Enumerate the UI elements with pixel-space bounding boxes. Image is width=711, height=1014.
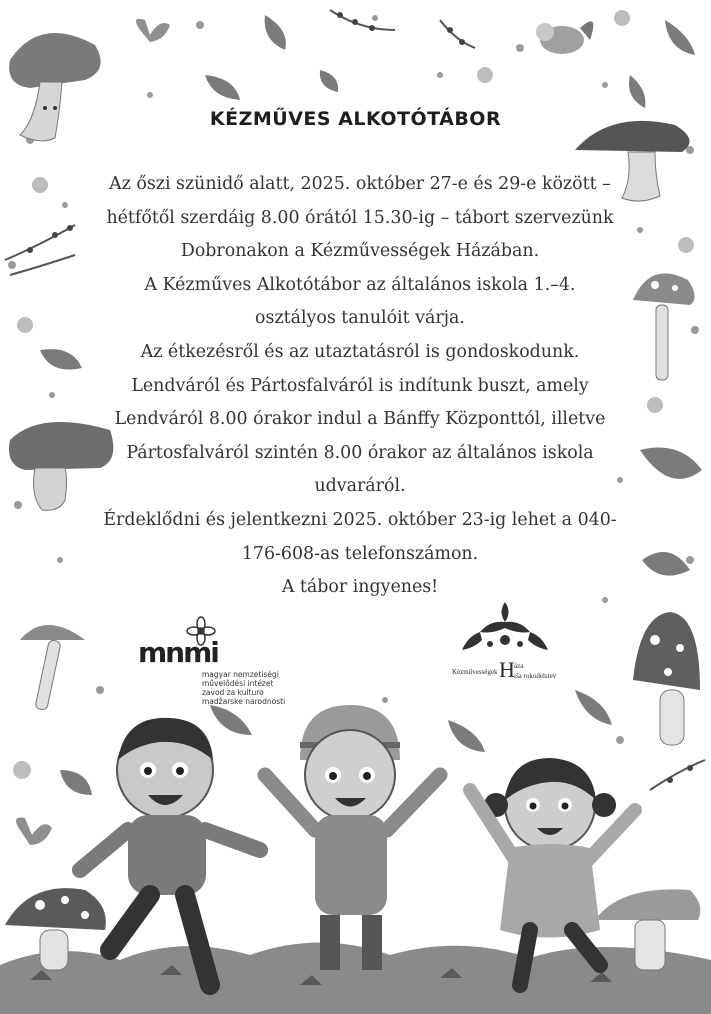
haz-logo-left-text: Kézművességek <box>452 668 498 676</box>
mnmi-subtitle-line: magyar nemzetiségi <box>202 670 279 679</box>
body-line: 176-608-as telefonszámon. <box>241 543 479 564</box>
mnmi-logo <box>138 618 298 708</box>
body-line: hétfőtől szerdáig 8.00 órától 15.30-ig – tábort szervezünk <box>106 207 614 228</box>
haz-logo-right-bottom: iša rokodelstev <box>514 672 557 680</box>
body-line: Dobronakon a Kézművességek Házában. <box>180 241 540 262</box>
body-line: osztályos tanulóit várja. <box>255 308 465 329</box>
body-line: A tábor ingyenes! <box>281 577 439 598</box>
body-line: Az őszi szünidő alatt, 2025. október 27-e és 29-e között – <box>109 174 611 194</box>
mnmi-wordmark: mnmi <box>138 636 218 669</box>
folk-ornament-icon <box>460 600 550 658</box>
mnmi-subtitle <box>202 670 285 706</box>
child-boy <box>80 718 260 985</box>
body-line: Pártosfalváról szintén 8.00 órakor az általános iskola <box>126 442 594 463</box>
announcement-body <box>95 168 625 605</box>
body-line: udvaráról. <box>314 476 406 497</box>
kezmuvessegek-haza-logo <box>450 600 560 700</box>
child-girl-hat <box>265 705 440 970</box>
mnmi-subtitle-line: madžarske narodnosti <box>202 697 286 706</box>
body-line: Lendváról és Pártosfalváról is indítunk buszt, amely <box>131 375 589 396</box>
body-line: Lendváról 8.00 órakor indul a Bánffy Központtól, illetve <box>114 409 606 430</box>
haz-logo-letter: H <box>499 657 515 682</box>
body-line: Érdeklődni és jelentkezni 2025. október 23-ig lehet a 040- <box>103 509 617 530</box>
spotted-mushroom-right <box>633 273 695 380</box>
mnmi-subtitle-line: zavod za kulturo <box>202 688 264 697</box>
body-line: A Kézműves Alkotótábor az általános iskola 1.–4. <box>144 274 576 295</box>
toadstool-right <box>633 612 700 745</box>
body-line: Az étkezésről és az utaztatásról is gondoskodunk. <box>140 341 580 362</box>
bird-illustration <box>536 21 593 54</box>
mnmi-subtitle-line: művelődési intézet <box>202 679 274 688</box>
haz-logo-right-top: áza <box>514 662 524 670</box>
mushroom-left-lower <box>20 625 85 710</box>
page-title: KÉZMŰVES ALKOTÓTÁBOR <box>209 108 502 130</box>
